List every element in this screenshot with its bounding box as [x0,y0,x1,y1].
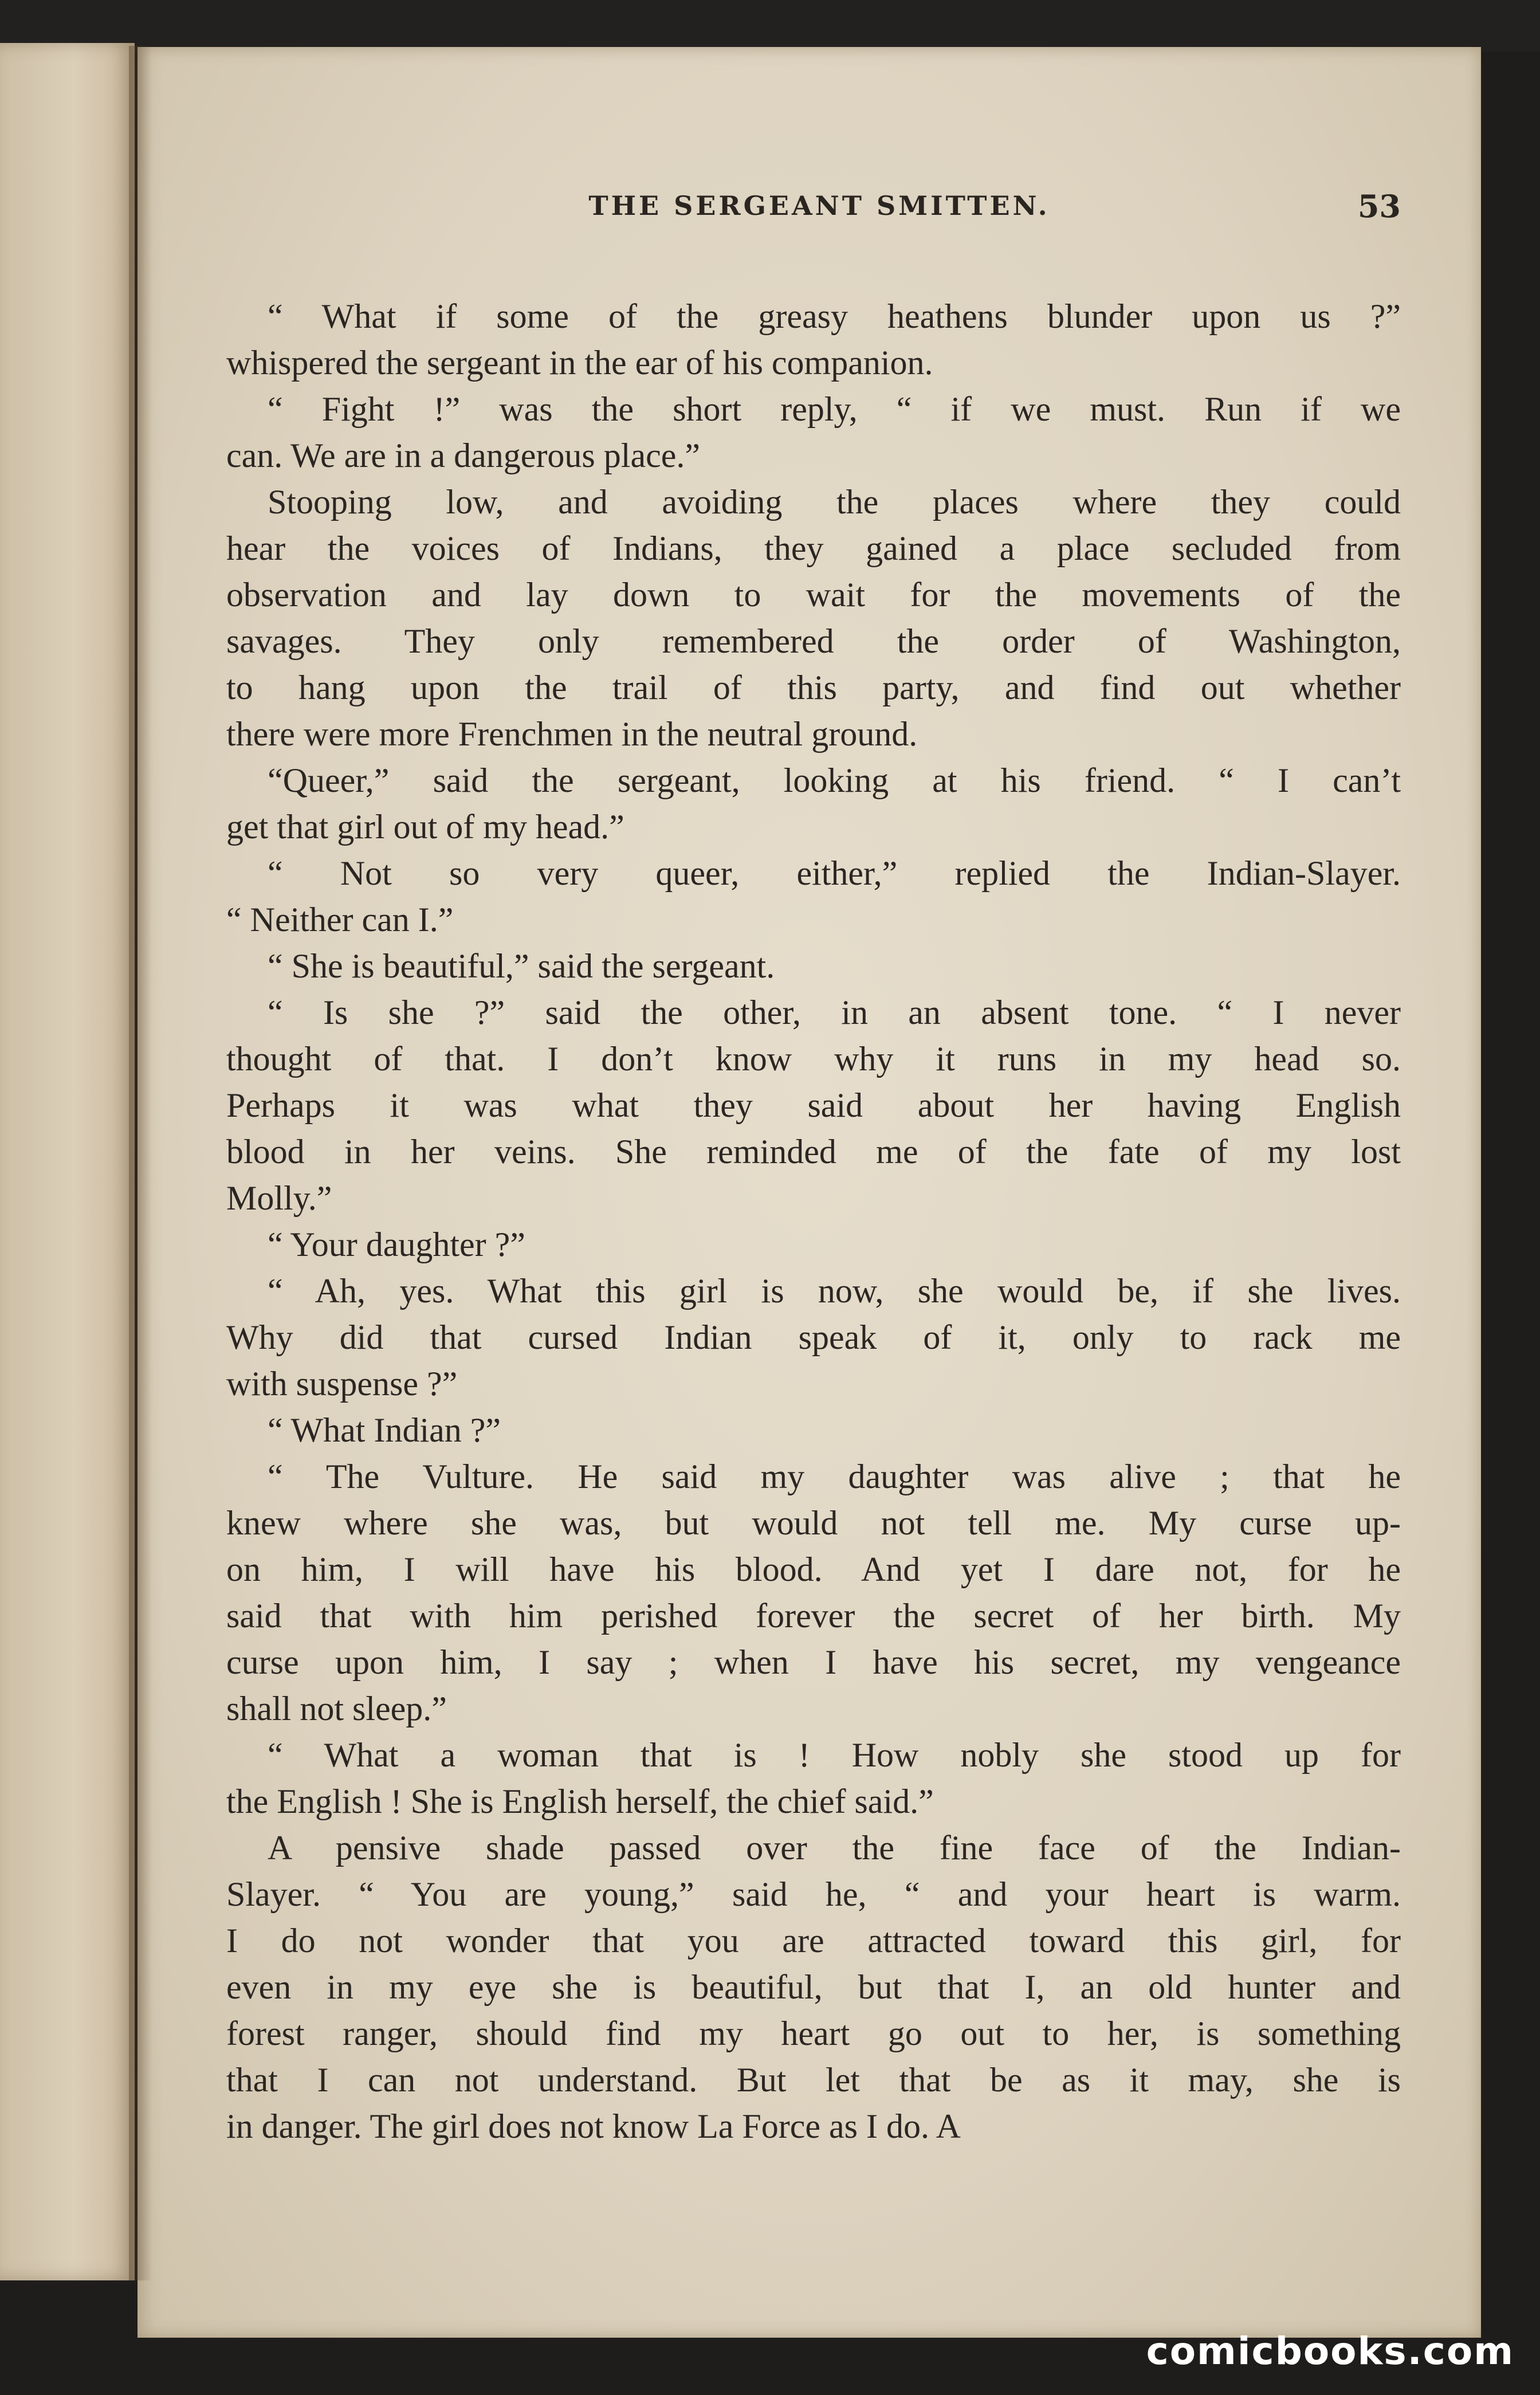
dark-background [0,0,1540,52]
text-line: “Queer,” said the sergeant, looking at his friend. “ I can’t [268,761,1401,799]
text-line: “ What a woman that is ! How nobly she stood up for [268,1736,1401,1774]
text-line: whispered the sergeant in the ear of his companion. [226,344,933,382]
text-line: curse upon him, I say ; when I have his secret, my vengeance [226,1643,1401,1681]
text-line: Why did that cursed Indian speak of it, only to rack me [226,1318,1401,1356]
paragraph [226,1454,1401,1732]
page-header [226,190,1412,248]
text-line: there were more Frenchmen in the neutral ground. [226,715,918,753]
paragraph [226,293,1401,386]
text-line: I do not wonder that you are attracted toward this girl, for [226,1922,1401,1960]
paragraph [226,1732,1401,1825]
text-line: Stooping low, and avoiding the places where they could [268,483,1401,521]
facing-page-edge [0,43,135,2280]
paragraph [226,479,1401,757]
watermark: comicbooks.com [1146,2329,1514,2373]
paragraph [226,757,1401,850]
paragraph [226,1268,1401,1407]
text-line: Perhaps it was what they said about her having English [226,1086,1401,1124]
text-line: “ Is she ?” said the other, in an absent tone. “ I never [268,994,1401,1031]
text-line: shall not sleep.” [226,1690,447,1727]
text-line: the English ! She is English herself, the chief said.” [226,1782,934,1820]
text-line: can. We are in a dangerous place.” [226,437,700,474]
text-line: blood in her veins. She reminded me of the fate of my lost [226,1133,1401,1171]
paragraph [226,1222,1401,1268]
text-line: hear the voices of Indians, they gained a place secluded from [226,529,1401,567]
text-line: to hang upon the trail of this party, and find out whether [226,669,1401,706]
text-line: knew where she was, but would not tell me. My curse up- [226,1504,1401,1542]
text-line: in danger. The girl does not know La Force as I do. A [226,2107,961,2145]
paragraph [226,386,1401,479]
text-line: “ What Indian ?” [268,1411,501,1449]
text-line: “ Your daughter ?” [268,1226,525,1263]
paragraph [226,850,1401,943]
text-line: Molly.” [226,1179,332,1217]
paragraph [226,990,1401,1222]
text-line: “ Ah, yes. What this girl is now, she would be, if she lives. [268,1272,1401,1310]
book-page [138,47,1481,2338]
text-line: that I can not understand. But let that be as it may, she is [226,2061,1401,2099]
text-line: “ Fight !” was the short reply, “ if we must. Run if we [268,390,1401,428]
page-number: 53 [1357,188,1401,225]
text-line: even in my eye she is beautiful, but that I, an old hunter and [226,1968,1401,2006]
text-line: Slayer. “ You are young,” said he, “ and your heart is warm. [226,1875,1401,1913]
text-line: with suspense ?” [226,1365,458,1403]
text-line: “ The Vulture. He said my daughter was alive ; that he [268,1458,1401,1495]
text-line: forest ranger, should find my heart go out to her, is something [226,2015,1401,2052]
running-head: THE SERGEANT SMITTEN. [588,190,1050,221]
paragraph [226,943,1401,990]
paragraph [226,1825,1401,2150]
text-line: “ She is beautiful,” said the sergeant. [268,947,775,985]
text-line: on him, I will have his blood. And yet I dare not, for he [226,1550,1401,1588]
text-line: A pensive shade passed over the fine face of the Indian- [268,1829,1401,1867]
text-line: “ What if some of the greasy heathens blunder upon us ?” [268,297,1401,335]
spine-shadow [129,46,152,2280]
text-line: “ Neither can I.” [226,901,454,939]
text-line: savages. They only remembered the order of Washington, [226,622,1401,660]
paragraph [226,1407,1401,1454]
text-line: said that with him perished forever the secret of her birth. My [226,1597,1401,1635]
text-line: get that girl out of my head.” [226,808,624,846]
body-text [226,293,1401,2150]
text-line: “ Not so very queer, either,” replied the Indian-Slayer. [268,854,1401,892]
text-line: observation and lay down to wait for the movements of the [226,576,1401,614]
text-line: thought of that. I don’t know why it runs in my head so. [226,1040,1401,1078]
